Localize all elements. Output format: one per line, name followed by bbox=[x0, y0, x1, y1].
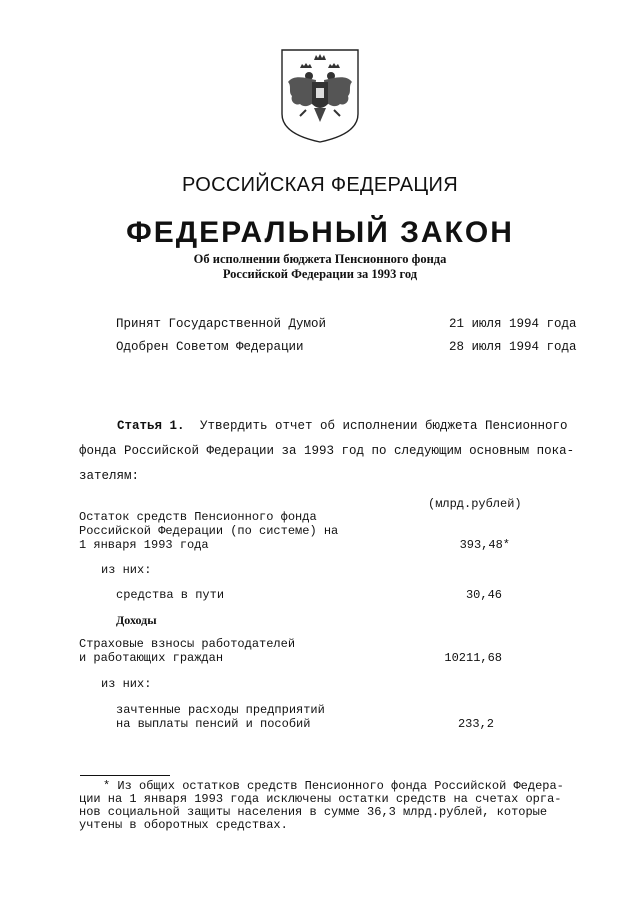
contributions-value: 10211,68 bbox=[444, 651, 502, 665]
offset-expenses-value: 233,2 bbox=[457, 717, 494, 731]
coat-of-arms-emblem bbox=[276, 48, 364, 144]
law-title-line-2: Российской Федерации за 1993 год bbox=[222, 267, 418, 281]
in-transit-label: средства в пути bbox=[116, 588, 225, 602]
article-heading: Статья 1. bbox=[117, 419, 185, 433]
balance-label-line-2: Российской Федерации (по системе) на bbox=[79, 524, 339, 538]
contributions-label-line-1: Страховые взносы работодателей bbox=[79, 637, 296, 651]
law-type-heading: ФЕДЕРАЛЬНЫЙ ЗАКОН bbox=[126, 216, 514, 249]
law-title-line-1: Об исполнении бюджета Пенсионного фонда bbox=[193, 252, 447, 266]
unit-label: (млрд.рублей) bbox=[428, 497, 522, 511]
in-transit-value: 30,46 bbox=[465, 588, 502, 602]
of-which-label-2: из них: bbox=[101, 677, 152, 691]
article-text-line-3: зателям: bbox=[79, 469, 140, 483]
duma-adoption-date: 21 июля 1994 года bbox=[449, 317, 577, 331]
income-heading: Доходы bbox=[116, 613, 157, 627]
offset-expenses-label-line-1: зачтенные расходы предприятий bbox=[116, 703, 325, 717]
contributions-label-line-2: и работающих граждан bbox=[79, 651, 224, 665]
footnote-line-3: нов социальной защиты населения в сумме 36,3 млрд.рублей, которые bbox=[79, 805, 548, 819]
footnote-line-4: учтены в оборотных средствах. bbox=[79, 818, 288, 832]
balance-value: 393,48* bbox=[459, 538, 510, 552]
footnote-line-2: ции на 1 января 1993 года исключены остатки средств на счетах орга- bbox=[79, 792, 562, 806]
of-which-label-1: из них: bbox=[101, 563, 152, 577]
balance-label-line-1: Остаток средств Пенсионного фонда bbox=[79, 510, 317, 524]
council-approval-label: Одобрен Советом Федерации bbox=[116, 340, 304, 354]
article-text-line-1: Утвердить отчет об исполнении бюджета Пенсионного bbox=[200, 419, 568, 433]
footnote-divider bbox=[80, 775, 170, 776]
footnote-line-1: * Из общих остатков средств Пенсионного фонда Российской Федера- bbox=[103, 779, 564, 793]
offset-expenses-label-line-2: на выплаты пенсий и пособий bbox=[116, 717, 311, 731]
duma-adoption-label: Принят Государственной Думой bbox=[116, 317, 327, 331]
council-approval-date: 28 июля 1994 года bbox=[449, 340, 577, 354]
article-text-line-2: фонда Российской Федерации за 1993 год по следующим основным пока- bbox=[79, 444, 575, 458]
balance-label-line-3: 1 января 1993 года bbox=[79, 538, 209, 552]
country-heading: РОССИЙСКАЯ ФЕДЕРАЦИЯ bbox=[182, 174, 458, 196]
